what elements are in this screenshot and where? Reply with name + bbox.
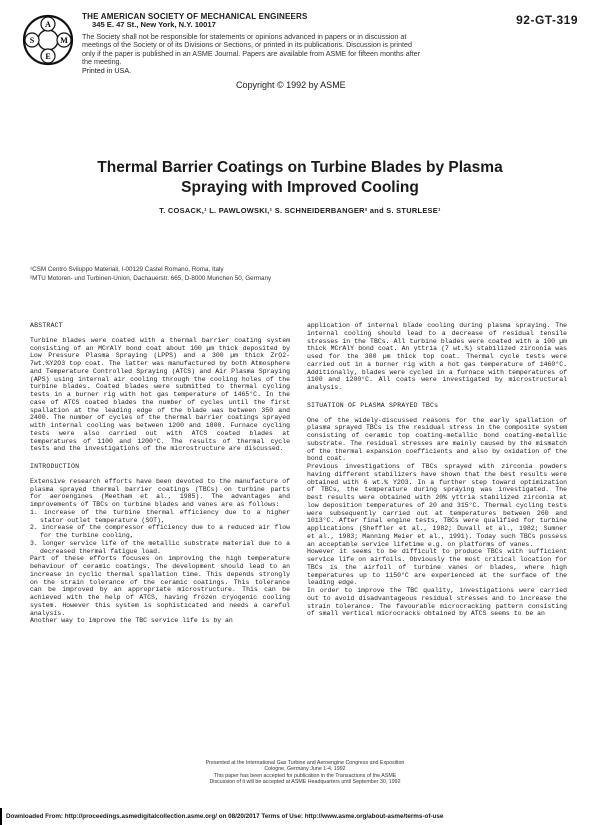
paper-number: 92-GT-319	[516, 13, 578, 27]
download-text[interactable]: Downloaded From: http://proceedings.asmedigitalcollection.asme.org/ on 08/20/2017 Terms of Use: http://www.asme.org/about-asme/terms-of-use	[6, 813, 444, 820]
publisher-header	[82, 13, 502, 76]
intro-continued-paragraph: application of internal blade cooling during plasma spraying. The internal cooling should lead to a decrease of residual tensile stresses in the TBCs. All turbine blades were coated with a 100 µm thick MCrAlY bond coat. An yttria (7 wt.%) stabilized zirconia was used for the 300 µm thick top coat. Thermal cycle tests were carried out in a burner rig with a hot gas temperature of 1460°C. Additionally, blades were cycled in a furnace with temperatures of 1100 and 1200°C. All coats were investigated by microstructural analysis.	[307, 322, 567, 391]
introduction-paragraph-3: Another way to improve the TBC service life is by an	[30, 617, 233, 625]
footnote-line-1: Presented at the International Gas Turbine and Aeroengine Congress and Exposition	[205, 760, 405, 766]
situation-paragraph-2: Previous investigations of TBCs sprayed with zirconia powders having different stabilizers have shown that the best results were obtained with 6 wt.% Y2O3. In a further step toward optimization of TBCs, the temperature during spraying was investigated. The best results were obtained with 20% yttria stabilized zirconia at low deposition temperatures of 20 and 315°C. Thermal cycling tests were subsequently carried out at temperatures between 260 and 1013°C. After final engine tests, TBCs were qualified for turbine applications (Sheffler et al., 1982; Duvall et al., 1982; Sumner et al., 1983; Manning Meier et al., 1991). Today such TBCs possess an acceptable service lifetime e.g. on platforms of vanes.	[307, 463, 567, 548]
copyright: Copyright © 1992 by ASME	[236, 80, 346, 90]
list-item: 2. increase of the compressor efficiency due to a reduced air flow for the turbine cooling,	[30, 524, 290, 539]
authors: T. COSACK,¹ L. PAWLOWSKI,¹ S. SCHNEIDERBANGER² and S. STURLESE¹	[159, 206, 441, 215]
situation-paragraph-4: In order to improve the TBC quality, investigations were carried out to avoid disadvantageous residual stresses and to increase the strain tolerance. The favourable microcracking pattern consisting of small vertical microcracks obtained by ATCS seems to be an	[307, 587, 567, 618]
download-banner	[0, 808, 600, 825]
introduction-heading: INTRODUCTION	[30, 463, 80, 470]
conference-footnote	[120, 760, 490, 785]
footnote-line-4: Discussion of it will be accepted at ASME Headquarters until September 30, 1992	[209, 778, 401, 785]
introduction-paragraph-2: Part of these efforts focuses on improving the high temperature behaviour of ceramic coatings. The development should lead to an increase in cyclic thermal spallation time. This depends strongly on the strain tolerance of the ceramic coatings. This tolerance can be improved by an appropriate microstructure. This can be achieved with the help of ATCS, having frozen cryogenic cooling system. However this system is sophisticated and needs a careful analysis.	[30, 555, 290, 617]
abstract-text: Turbine blades were coated with a thermal barrier coating system consisting of an MCrAlY bond coat about 100 µm thick deposited by Low Pressure Plasma Spraying (LPPS) and a 300 µm thick ZrO2-7wt.%Y2O3 top coat. The latter was manufactured by both Atmosphere and Temperature Controlled Spraying (ATCS) and Air Plasma Spraying (APS) using internal air cooling through the cooling holes of the turbine blades. Coated blades were submitted to thermal cycling tests in a burner rig with hot gas temperature of 1465°C. In the case of ATCS coated blades the number of cycles until the first spallation at the leading edge of the blade was between 350 and 2400. The number of cycles of the thermal barrier coatings sprayed with internal cooling was between 1200 and 1800. Furnace cycling tests were also carried out with ATCS coated blades at temperatures of 1100 and 1200°C. The results of thermal cycle tests and the investigations of the microstructure are discussed.	[30, 336, 290, 453]
title-line-1: Thermal Barrier Coatings on Turbine Blades by Plasma	[97, 159, 503, 176]
affiliation-2: ²MTU Motoren- und Turbinen-Union, Dachauerstr. 665, D-8000 Munchen 50, Germany	[30, 274, 272, 282]
situation-heading: SITUATION OF PLASMA SPRAYED TBCs	[307, 401, 439, 409]
svg-text:A: A	[45, 20, 51, 29]
title-line-2: Spraying with Improved Cooling	[181, 179, 419, 196]
affiliations	[30, 266, 550, 283]
svg-text:M: M	[60, 36, 68, 45]
situation-paragraph-1: One of the widely-discussed reasons for the early spallation of plasma sprayed TBCs is the residual stress in the composite system consisting of ceramic top coating-metallic bond coating-metallic substrate. The residual stresses are mainly caused by the mismatch of the thermal expansion coefficients and also by oxidation of the bond coat.	[307, 416, 567, 463]
list-item: 1. increase of the turbine thermal efficiency due to a higher stator outlet temperature (SOT),	[30, 508, 290, 524]
footnote-line-3: This paper has been accepted for publication in the Transactions of the ASME	[213, 772, 397, 779]
affiliation-1: ¹CSM Centro Sviluppo Materiali, I-00129 Castel Romano, Roma, Italy	[30, 266, 224, 273]
right-column	[307, 322, 567, 618]
paper-title	[60, 158, 540, 198]
organization-name: THE AMERICAN SOCIETY OF MECHANICAL ENGINEERS	[82, 12, 308, 21]
footnote-line-2: Cologne, Germany June 1-4, 1992	[264, 766, 346, 773]
disclaimer: The Society shall not be responsible for statements or opinions advanced in papers or in discussion at meetings of the Society or of its Divisions or Sections, or printed in its publications. Discussion is printed only if the paper is published in an ASME Journal. Papers are available from ASME for fifteen months after the meeting.	[82, 31, 420, 67]
svg-text:S: S	[29, 36, 35, 45]
organization-address: 345 E. 47 St., New York, N.Y. 10017	[92, 20, 216, 30]
left-column	[30, 322, 290, 625]
situation-paragraph-3: However it seems to be difficult to produce TBCs with sufficient service life on airfoils. Obviously the most critical location for TBCs is the airfoil of turbine vanes or blades, where high temperatures up to 1150°C are experienced at the surface of the leading edge.	[307, 548, 567, 587]
svg-text:E: E	[45, 52, 51, 61]
abstract-heading: ABSTRACT	[30, 322, 63, 329]
printed-in: Printed in USA.	[82, 66, 132, 76]
asme-logo	[22, 14, 74, 66]
introduction-paragraph-1: Extensive research efforts have been devoted to the manufacture of plasma sprayed thermal barrier coatings (TBCs) on turbine parts for aeroengines (Meetham et al., 1985). The advantages and improvements of TBCs on turbine blades and vanes are as follows:	[30, 477, 290, 508]
list-item: 3. longer service life of the metallic substrate material due to a decreased thermal fatigue load.	[30, 539, 290, 555]
page-edge-line	[0, 808, 2, 825]
